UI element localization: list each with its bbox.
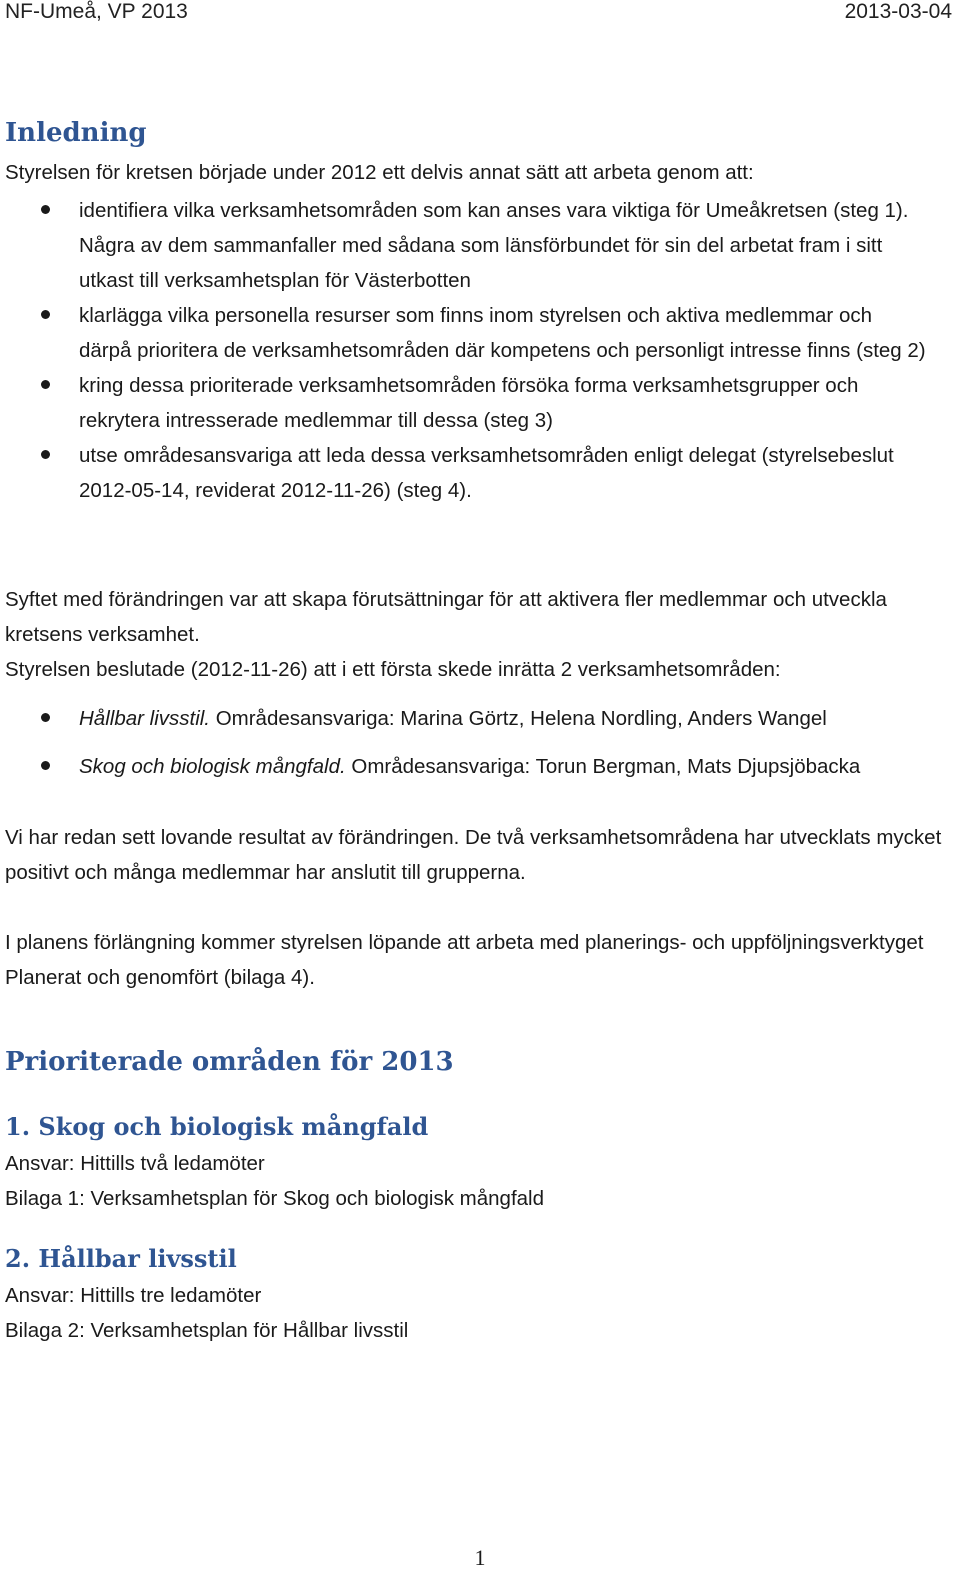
header-left: NF-Umeå, VP 2013 bbox=[5, 0, 188, 23]
page-number: 1 bbox=[474, 1545, 486, 1570]
area-responsible: Områdesansvariga: Marina Görtz, Helena Nordling, Anders Wangel bbox=[210, 707, 827, 730]
extension-paragraph: I planens förlängning kommer styrelsen löpande att arbeta med planerings- och uppföljningsverktyget Planerat och genomfört (bilaga 4). bbox=[5, 931, 924, 989]
bullet-icon bbox=[41, 205, 50, 214]
bullet-icon bbox=[41, 310, 50, 319]
intro-heading: Inledning bbox=[5, 118, 147, 148]
area-responsible: Områdesansvariga: Torun Bergman, Mats Djupsjöbacka bbox=[345, 755, 861, 778]
area-name: Skog och biologisk mångfald. bbox=[79, 755, 346, 778]
decision-paragraph: Styrelsen beslutade (2012-11-26) att i ett första skede inrätta 2 verksamhetsområden: bbox=[5, 658, 781, 681]
section-appendix: Bilaga 2: Verksamhetsplan för Hållbar livsstil bbox=[5, 1319, 409, 1342]
result-paragraph: Vi har redan sett lovande resultat av förändringen. De två verksamhetsområdena har utvecklats mycket positivt och många medlemmar har anslutit till grupperna. bbox=[5, 826, 942, 884]
steps-list bbox=[0, 193, 929, 508]
areas-list bbox=[0, 701, 929, 784]
bullet-icon bbox=[41, 380, 50, 389]
list-item: utse områdesansvariga att leda dessa verksamhetsområden enligt delegat (styrelsebeslut 2012-05-14, reviderat 2012-11-26) (steg 4). bbox=[0, 438, 929, 508]
list-item: kring dessa prioriterade verksamhetsområden försöka forma verksamhetsgrupper och rekrytera intresserade medlemmar till dessa (steg 3) bbox=[0, 368, 929, 438]
purpose-paragraph: Syftet med förändringen var att skapa förutsättningar för att aktivera fler medlemmar och utveckla kretsens verksamhet. bbox=[5, 588, 887, 646]
intro-lead: Styrelsen för kretsen började under 2012 ett delvis annat sätt att arbeta genom att: bbox=[5, 161, 754, 184]
list-item: klarlägga vilka personella resurser som finns inom styrelsen och aktiva medlemmar och därpå prioritera de verksamhetsområden där kompetens och personligt intresse finns (steg 2) bbox=[0, 298, 929, 368]
section-appendix: Bilaga 1: Verksamhetsplan för Skog och biologisk mångfald bbox=[5, 1187, 545, 1210]
header-date: 2013-03-04 bbox=[844, 0, 952, 23]
section-title: 1. Skog och biologisk mångfald bbox=[5, 1112, 429, 1141]
bullet-icon bbox=[41, 713, 50, 722]
section-responsible: Ansvar: Hittills två ledamöter bbox=[5, 1152, 265, 1175]
bullet-icon bbox=[41, 450, 50, 459]
list-item bbox=[0, 701, 929, 736]
section-responsible: Ansvar: Hittills tre ledamöter bbox=[5, 1284, 262, 1307]
priorities-heading: Prioriterade områden för 2013 bbox=[5, 1047, 454, 1077]
list-item bbox=[0, 749, 929, 784]
list-item: identifiera vilka verksamhetsområden som kan anses vara viktiga för Umeåkretsen (steg 1). Några av dem sammanfaller med sådana som länsförbundet för sin del arbetat fram i sitt utkast till verksamhetsplan för Västerbotten bbox=[0, 193, 929, 298]
section-title: 2. Hållbar livsstil bbox=[5, 1244, 237, 1273]
bullet-icon bbox=[41, 761, 50, 770]
area-name: Hållbar livsstil. bbox=[79, 707, 210, 730]
